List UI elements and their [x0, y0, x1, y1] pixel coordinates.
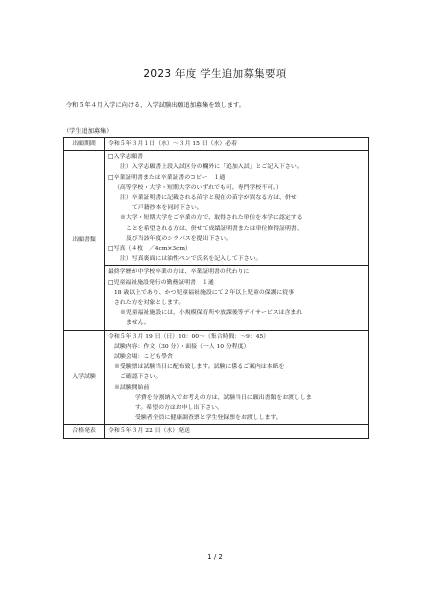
- text-line: 試験会場：こども學舎: [114, 354, 173, 361]
- table-row: [64, 138, 369, 151]
- text-line: □児童福祉施設発行の勤務証明書 １通: [108, 279, 214, 286]
- text-line: □卒業証明書または卒業証書のコピー １通: [108, 174, 226, 181]
- intro-text: 令和５年４月入学に向ける、入学試験出願追加募集を致します。: [66, 102, 245, 109]
- table-row: [64, 330, 369, 425]
- text-line: 最終学歴が中学校卒業の方は、卒業証明書の代わりに: [108, 269, 250, 276]
- text-line: 学費を分割納入でお考えの方は、試験当日に願出書類をお渡ししま: [135, 394, 312, 401]
- text-line: された方を対象とします。: [114, 300, 185, 307]
- row-content: [105, 266, 369, 330]
- table-row: [64, 151, 369, 266]
- text-line: ※児童福祉施設には、小規模保育所や放課後等デイサービスは含まれ: [120, 310, 303, 317]
- text-line: ※大学・短期大学をご卒業の方で、取得された単位を本学に認定する: [120, 215, 303, 222]
- text-line: 受験者全員に健康調査票と学生登録票をお渡しします。: [135, 415, 282, 422]
- page-number: 1 / 2: [207, 553, 223, 561]
- text-line: 試験内容：作文（30 分）・面接（一人 10 分程度）: [114, 343, 250, 350]
- text-line: て戸籍抄本を同封下さい。: [132, 205, 203, 212]
- text-line: □入学志願書: [108, 154, 144, 161]
- text-line: 注）入学志願書上段入試区分の欄外に「追加入試」とご記入下さい。: [120, 164, 303, 171]
- text-line: 注）卒業証明書に記載される苗字と現在の苗字が異なる方は、併せ: [120, 195, 297, 202]
- text-line: 及び当該年度のシラバスを提出下さい。: [126, 235, 233, 242]
- text-line: 注）写真裏面には油性ペンで氏名を記入して下さい。: [120, 256, 262, 263]
- row-content: [105, 330, 369, 425]
- row-content: [105, 138, 369, 151]
- table-row: [64, 425, 369, 438]
- section-label: （学生追加募集）: [63, 128, 113, 135]
- text-line: 令和５年３月 22 日（水）発送: [108, 428, 190, 435]
- text-line: ※試験開始前: [114, 384, 150, 391]
- text-line: ※受験票は試験当日に配布致します。試験に係るご案内は本紙を: [114, 364, 285, 371]
- row-content: [105, 425, 369, 438]
- row-content: [105, 151, 369, 266]
- row-label: 出願期間: [64, 138, 105, 151]
- row-label: 出願書類: [64, 151, 105, 330]
- row-label: 入学試験: [64, 330, 105, 425]
- text-line: す。希望の方はお申し出下さい。: [135, 405, 223, 412]
- requirements-table: [63, 137, 369, 439]
- text-line: ことを希望される方は、併せて成績証明書または単位修得証明書、: [126, 225, 303, 232]
- document-title: 2023 年度 学生追加募集要項: [143, 68, 287, 80]
- table-row: [64, 266, 369, 330]
- text-line: （高等学校・大学・短期大学のいずれでも可。専門学校不可。）: [114, 184, 282, 191]
- text-line: 令和５年３月 19 日（日）10：00～（集合時間：～9：45）: [108, 333, 270, 340]
- text-line: 令和５年３月１日（水）～３月 15 日（水）必着: [108, 141, 238, 147]
- text-line: ご確認下さい。: [120, 374, 162, 381]
- text-line: □写真（４枚 ／4cm×3cm）: [108, 246, 191, 253]
- text-line: ません。: [126, 320, 150, 327]
- row-label: 合格発表: [64, 425, 105, 438]
- text-line: 18 歳以上であり、かつ児童福祉施設にて２年以上児童の保護に従事: [114, 289, 295, 296]
